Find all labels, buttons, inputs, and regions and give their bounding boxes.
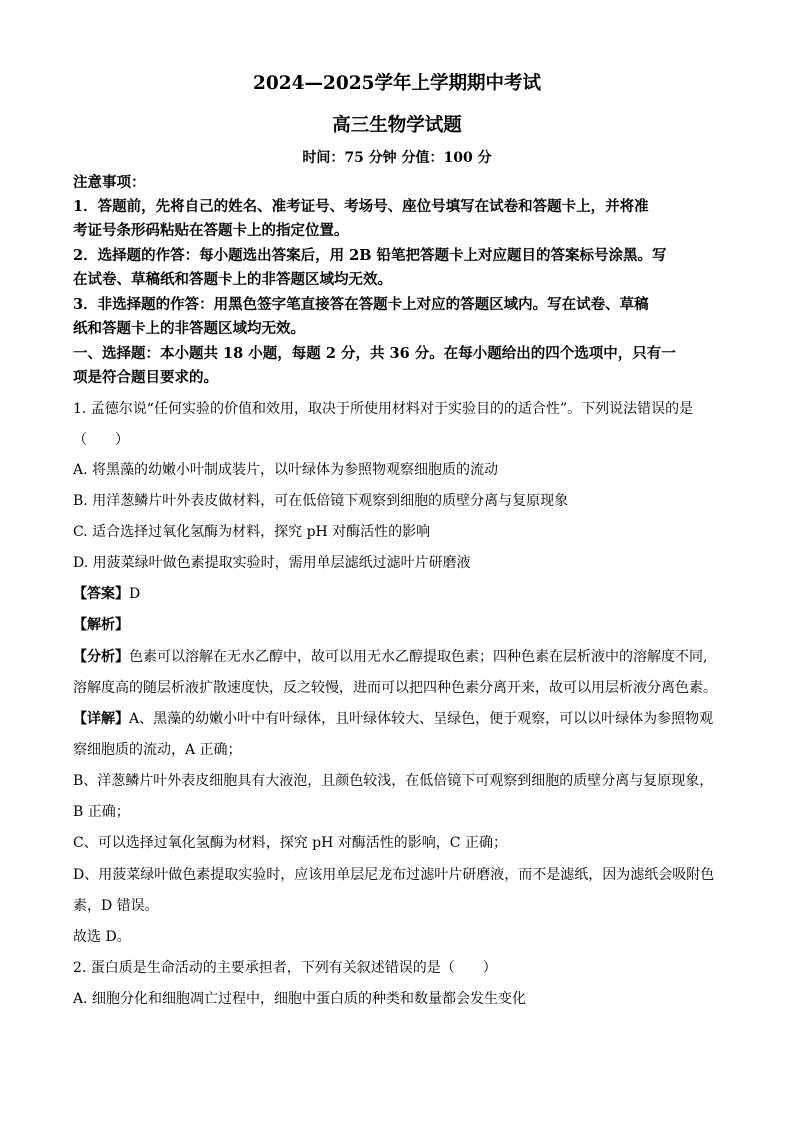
xiangjie-tag: 【详解】 <box>73 711 129 727</box>
question-1-option-d: D. 用菠菜绿叶做色素提取实验时，需用单层滤纸过滤叶片研磨液 <box>73 555 471 571</box>
exam-title: 2024—2025学年上学期期中考试 <box>253 73 541 94</box>
notice-line: 1．答题前，先将自己的姓名、准考证号、考场号、座位号填写在试卷和答题卡上，并将准 <box>73 198 649 215</box>
notice-line: 2．选择题的作答：每小题选出答案后，用 2B 铅笔把答题卡上对应题目的答案标号涂黑。写 <box>73 247 667 264</box>
exam-subtitle: 高三生物学试题 <box>332 115 462 136</box>
xiangjie-line: B 正确； <box>73 804 130 820</box>
question-1-stem: 1. 孟德尔说“任何实验的价值和效用，取决于所使用材料对于实验目的的适合性”。下列说法错误的是 <box>73 401 694 417</box>
question-1-paren: （ ） <box>73 432 129 448</box>
question-1-option-c: C. 适合选择过氧化氢酶为材料，探究 pH 对酶活性的影响 <box>73 524 431 540</box>
xiangjie-line: 故选 D。 <box>73 929 131 945</box>
notice-line: 考证号条形码粘贴在答题卡上的指定位置。 <box>73 222 349 239</box>
analysis-line <box>73 616 129 634</box>
exam-meta: 时间：75 分钟 分值：100 分 <box>302 150 492 166</box>
section-heading: 一、选择题：本小题共 18 小题，每题 2 分，共 36 分。在每小题给出的四个选项中，只有一 <box>73 345 676 362</box>
notice-line: 3．非选择题的作答：用黑色签字笔直接答在答题卡上对应的答题区域内。写在试卷、草稿 <box>73 296 649 313</box>
analysis-tag: 【解析】 <box>73 617 129 633</box>
question-2-stem: 2. 蛋白质是生命活动的主要承担者，下列有关叙述错误的是（ ） <box>73 960 497 976</box>
answer-line <box>73 585 140 603</box>
question-2-option-a: A. 细胞分化和细胞凋亡过程中，细胞中蛋白质的种类和数量都会发生变化 <box>73 991 527 1007</box>
question-1-option-b: B. 用洋葱鳞片叶外表皮做材料，可在低倍镜下观察到细胞的质壁分离与复原现象 <box>73 493 569 509</box>
question-1-option-a: A. 将黑藻的幼嫩小叶制成装片，以叶绿体为参照物观察细胞质的流动 <box>73 462 499 478</box>
section-heading: 项是符合题目要求的。 <box>73 369 218 386</box>
xiangjie-line: C、可以选择过氧化氢酶为材料，探究 pH 对酶活性的影响，C 正确； <box>73 835 507 851</box>
fenxi-tag: 【分析】 <box>73 649 129 665</box>
xiangjie-text: A、黑藻的幼嫩小叶中有叶绿体，且叶绿体较大、呈绿色，便于观察，可以以叶绿体为参照物观 <box>129 711 714 727</box>
answer-value: D <box>129 586 141 602</box>
fenxi-text: 色素可以溶解在无水乙醇中，故可以用无水乙醇提取色素；四种色素在层析液中的溶解度不同, <box>129 649 708 665</box>
notice-line: 在试卷、草稿纸和答题卡上的非答题区域均无效。 <box>73 271 392 288</box>
xiangjie-line: B、洋葱鳞片叶外表皮细胞具有大液泡，且颜色较浅，在低倍镜下可观察到细胞的质壁分离与复原现象， <box>73 773 714 789</box>
notice-line: 纸和答题卡上的非答题区域均无效。 <box>73 320 305 337</box>
answer-tag: 【答案】 <box>73 586 129 602</box>
xiangjie-line <box>73 710 713 728</box>
xiangjie-line: D、用菠菜绿叶做色素提取实验时，应该用单层尼龙布过滤叶片研磨液，而不是滤纸，因为滤纸会吸附色 <box>73 867 715 883</box>
fenxi-line <box>73 648 707 666</box>
xiangjie-line: 素，D 错误。 <box>73 898 159 914</box>
xiangjie-line: 察细胞质的流动，A 正确； <box>73 742 242 758</box>
notice-heading: 注意事项： <box>73 174 146 191</box>
fenxi-line: 溶解度高的随层析液扩散速度快，反之较慢，进而可以把四种色素分离开来，故可以用层析液分离色素。 <box>73 680 717 696</box>
